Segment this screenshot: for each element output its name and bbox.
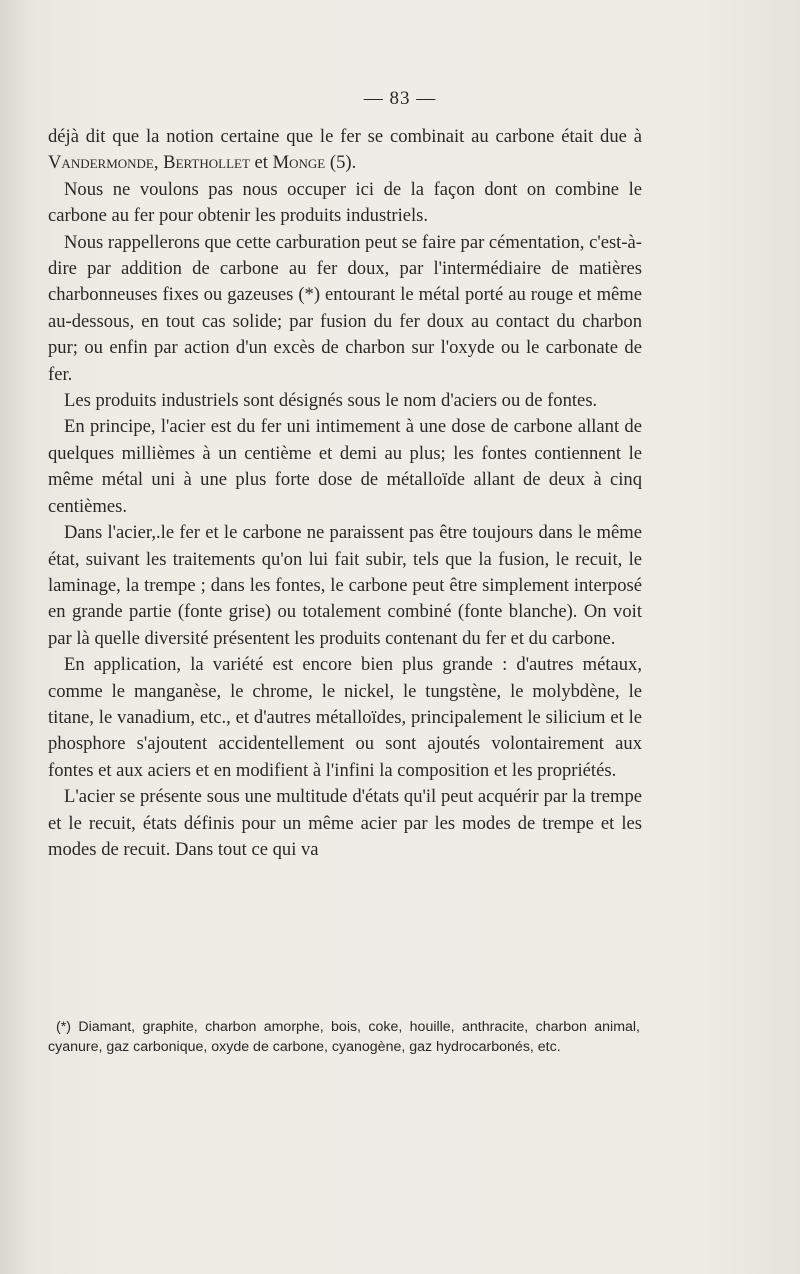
- paragraph: En principe, l'acier est du fer uni intimement à une dose de carbone allant de quelques millièmes à un centième et demi au plus; les fontes contiennent le même métal uni à une plus forte dose de métalloïde allant de deux à cinq centièmes.: [48, 416, 642, 517]
- paragraph: Dans l'acier,.le fer et le carbone ne paraissent pas être toujours dans le même état, suivant les traitements qu'on lui fait subir, tels que la fusion, le recuit, le laminage, la trempe ; dans les fontes, le carbone peut être simplement interposé en grande partie (fonte grise) ou totalement combiné (fonte blanche). On voit par là quelle diversité présentent les produits contenant du fer et du carbone.: [48, 522, 642, 649]
- paragraph: En application, la variété est encore bien plus grande : d'autres métaux, comme le manganèse, le chrome, le nickel, le tungstène, le molybdène, le titane, le vanadium, etc., et d'autres métalloïdes, principalement le silicium et le phosphore s'ajoutent accidentellement ou sont ajoutés volontairement aux fontes et aux aciers et en modifient à l'infini la composition et les propriétés.: [48, 654, 642, 781]
- separator: ,: [153, 152, 164, 174]
- paragraph: L'acier se présente sous une multitude d'états qu'il peut acquérir par la trempe et le recuit, états définis pour un même acier par les modes de trempe et les modes de recuit. Dans tout ce qui va: [48, 786, 642, 860]
- page-number: — 83 —: [363, 88, 437, 109]
- paragraph-continued: [48, 124, 642, 177]
- paragraph: Les produits industriels sont désignés sous le nom d'aciers ou de fontes.: [64, 390, 598, 412]
- author-name: Vandermonde: [48, 152, 154, 174]
- paragraph-text: déjà dit que la notion certaine que le fer se combinait au carbone était due à: [48, 126, 642, 147]
- paragraph: Nous ne voulons pas nous occuper ici de la façon dont on combine le carbone au fer pour obtenir les produits industriels.: [48, 178, 642, 227]
- paragraph: Nous rappellerons que cette carburation peut se faire par cémentation, c'est-à-dire par addition de carbone au fer doux, par l'intermédiaire de matières charbonneuses fixes ou gazeuses (*) entourant le métal porté au rouge et même au-dessous, en tout cas solide; par fusion du fer doux au contact du charbon pur; ou enfin par action d'un excès de charbon sur l'oxyde ou le carbonate de fer.: [48, 231, 642, 385]
- footnote-text: (*) Diamant, graphite, charbon amorphe, bois, coke, houille, anthracite, charbon animal, cyanure, gaz carbonique, oxyde de carbone, cyanogène, gaz hydrocarbonés, etc.: [48, 1019, 640, 1056]
- body-text: [48, 124, 642, 863]
- paragraph-text: (5).: [325, 152, 357, 174]
- author-name: Berthollet: [163, 152, 250, 174]
- separator: et: [249, 152, 273, 174]
- author-name: Monge: [272, 152, 326, 174]
- footnote: [48, 1017, 640, 1058]
